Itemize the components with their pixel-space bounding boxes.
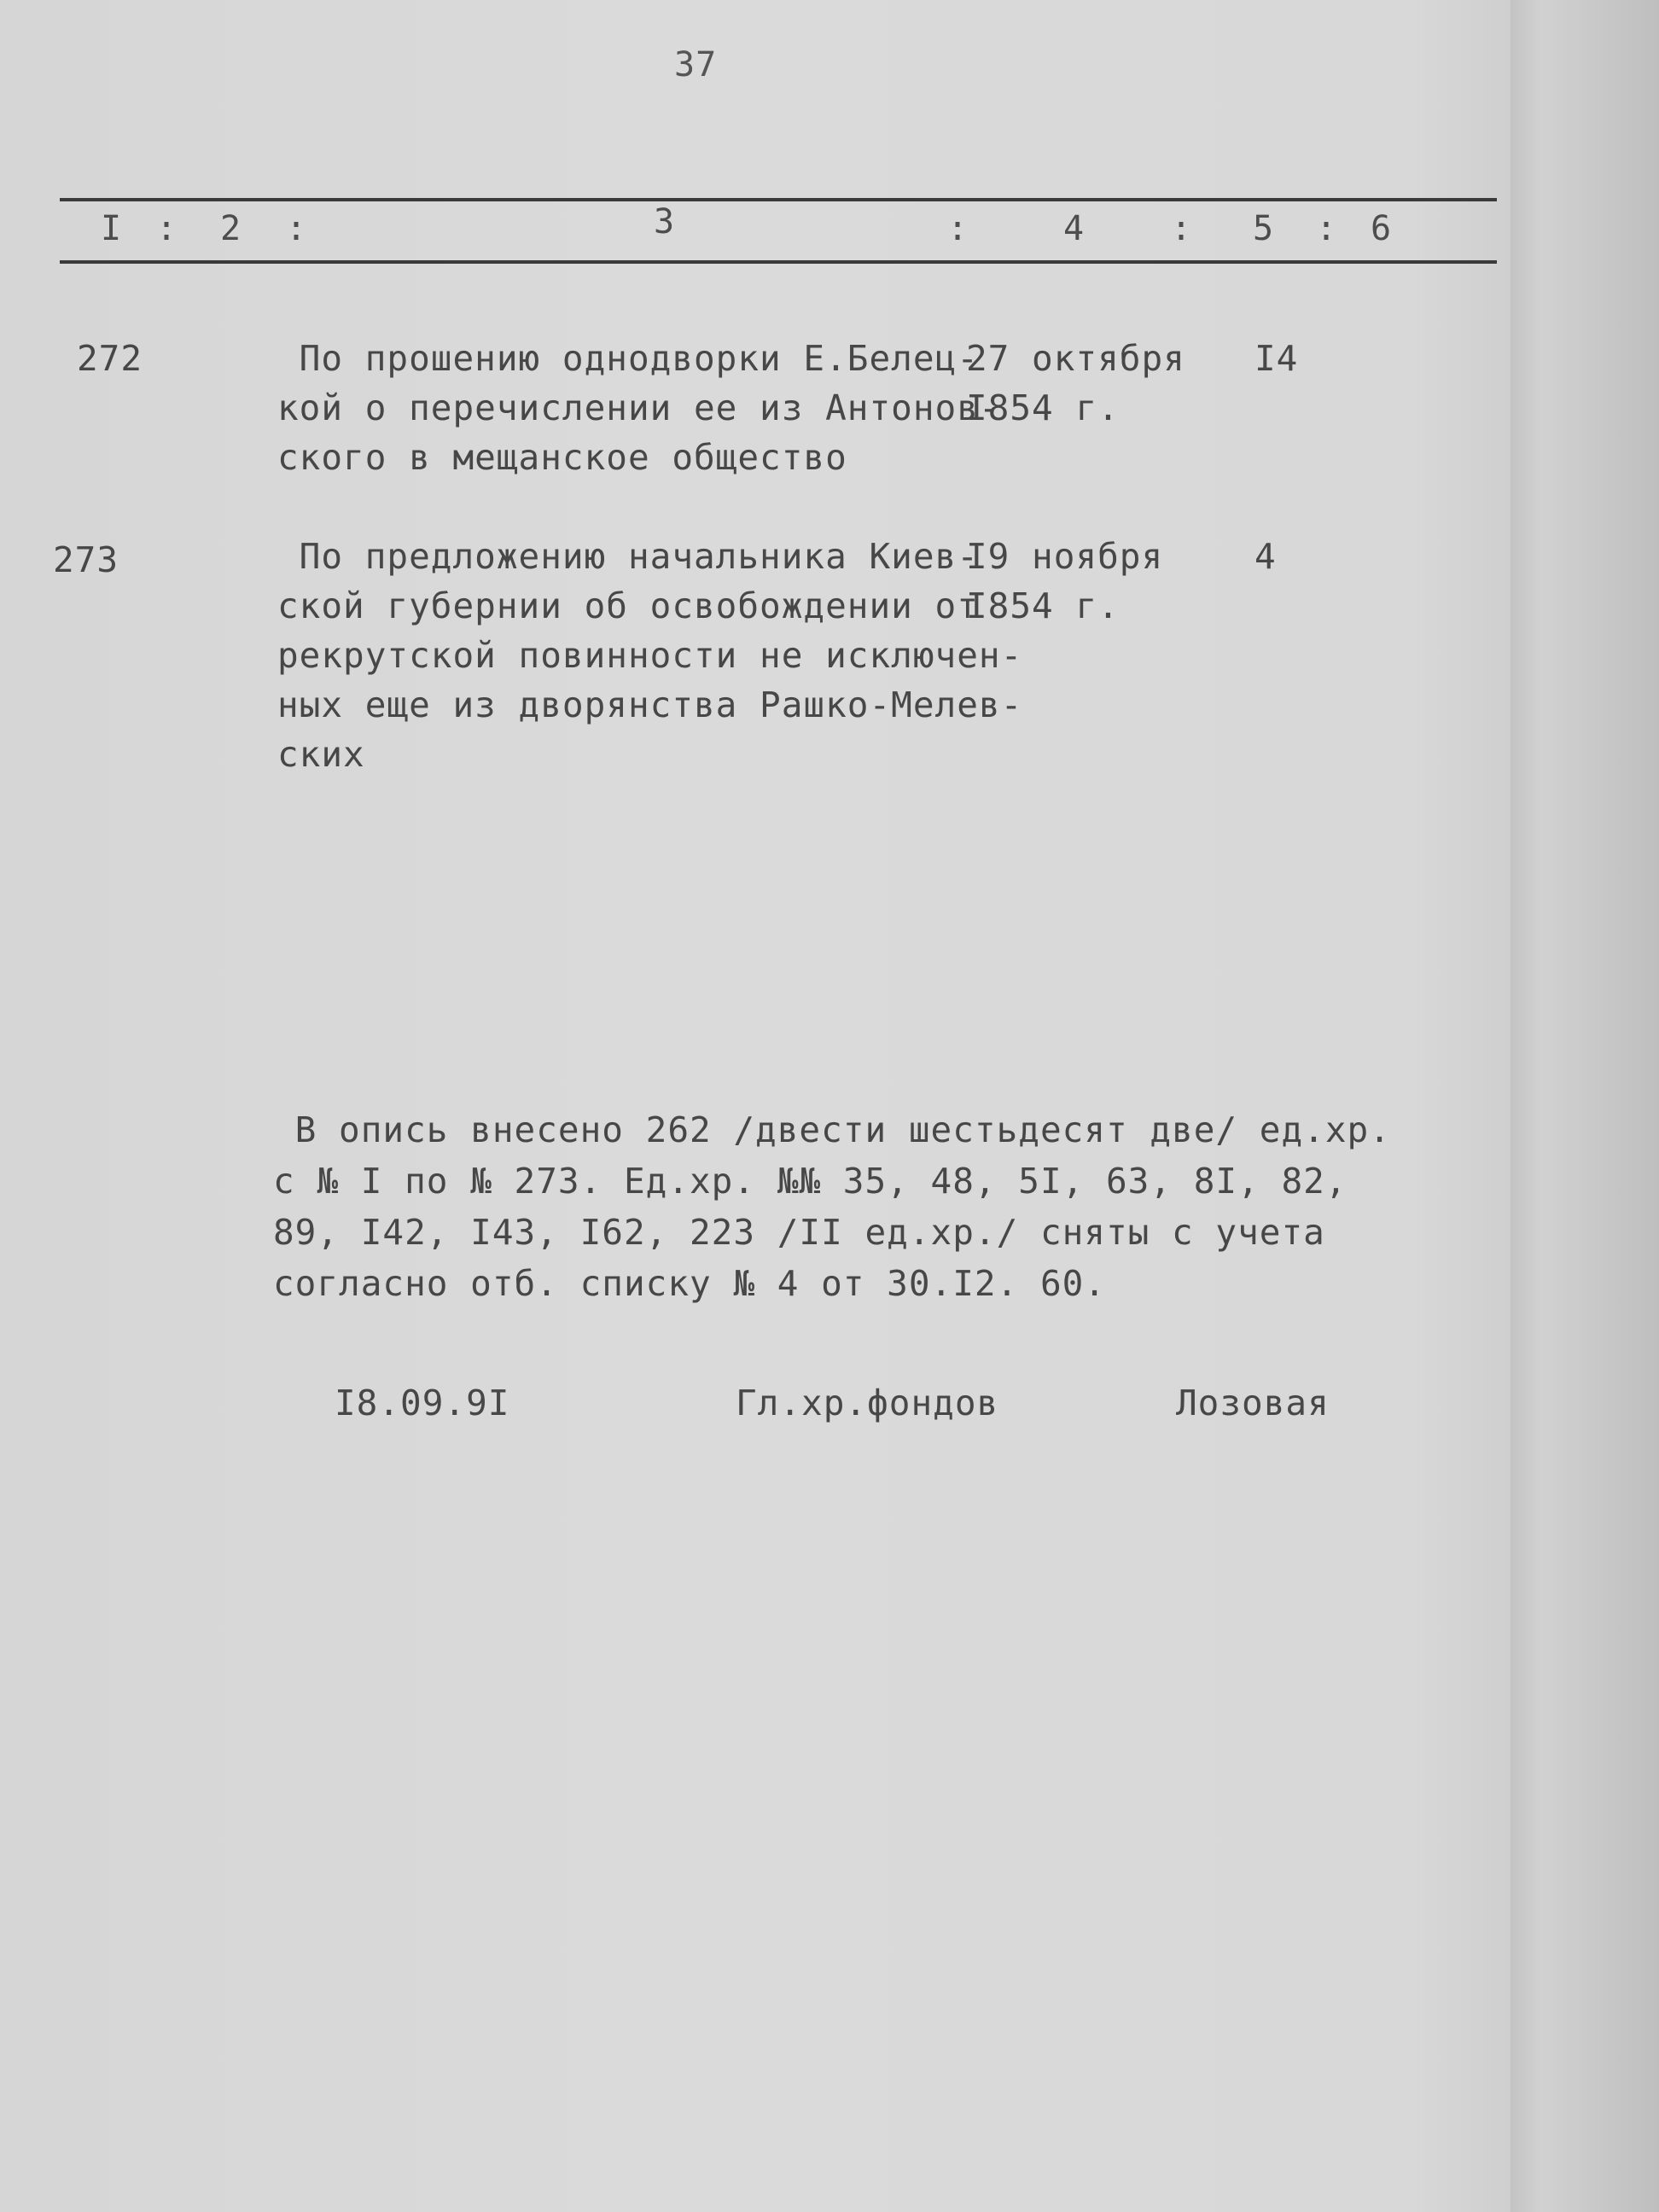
entry-title-line: кой о перечислении ее из Антонов-	[277, 387, 1001, 428]
column-header-1: I	[101, 209, 123, 248]
column-header-3: 3	[654, 202, 676, 242]
summary-line: согласно отб. списку № 4 от 30.I2. 60.	[273, 1263, 1106, 1304]
column-header-2: 2	[220, 209, 242, 248]
column-header-separator: :	[156, 209, 178, 248]
entry-title-line: ской губернии об освобождении от	[277, 585, 979, 626]
table-header-bottom-rule	[60, 260, 1497, 264]
column-header-separator: :	[1171, 209, 1193, 248]
table-header-top-rule	[60, 198, 1497, 201]
footer-position: Гл.хр.фондов	[736, 1382, 999, 1423]
entry-title-line: рекрутской повинности не исключен-	[277, 635, 1023, 676]
entry-date-line: 27 октября	[966, 338, 1185, 379]
entry-title-line: По прошению однодворки Е.Белец-	[277, 338, 979, 379]
column-header-separator: :	[1316, 209, 1338, 248]
entry-title-line: ных еще из дворянства Рашко-Мелев-	[277, 684, 1023, 725]
summary-line: с № I по № 273. Ед.хр. №№ 35, 48, 5I, 63, 8I, 82,	[273, 1161, 1348, 1202]
column-header-separator: :	[286, 209, 308, 248]
column-header-6: 6	[1371, 209, 1393, 248]
entry-date-line: I854 г.	[966, 585, 1120, 626]
entry-number: 272	[77, 338, 143, 379]
footer-date: I8.09.9I	[335, 1382, 510, 1423]
page-number: 37	[674, 45, 718, 84]
entry-title-line: ского в мещанское общество	[277, 437, 847, 478]
entry-title-line: По предложению начальника Киев-	[277, 536, 979, 577]
entry-date-line: I9 ноября	[966, 536, 1164, 577]
summary-line: 89, I42, I43, I62, 223 /II ед.хр./ сняты с учета	[273, 1212, 1325, 1253]
entry-number: 273	[53, 539, 119, 580]
entry-title-line: ских	[277, 734, 365, 775]
entry-sheet-count: I4	[1254, 338, 1299, 379]
page-edge-shadow	[1511, 0, 1659, 2212]
column-header-separator: :	[947, 209, 969, 248]
column-header-5: 5	[1253, 209, 1275, 248]
summary-line: В опись внесено 262 /двести шестьдесят две/ ед.хр.	[273, 1109, 1391, 1150]
entry-sheet-count: 4	[1254, 536, 1277, 577]
footer-signatory: Лозовая	[1176, 1382, 1330, 1423]
entry-date-line: I854 г.	[966, 387, 1120, 428]
column-header-4: 4	[1063, 209, 1086, 248]
